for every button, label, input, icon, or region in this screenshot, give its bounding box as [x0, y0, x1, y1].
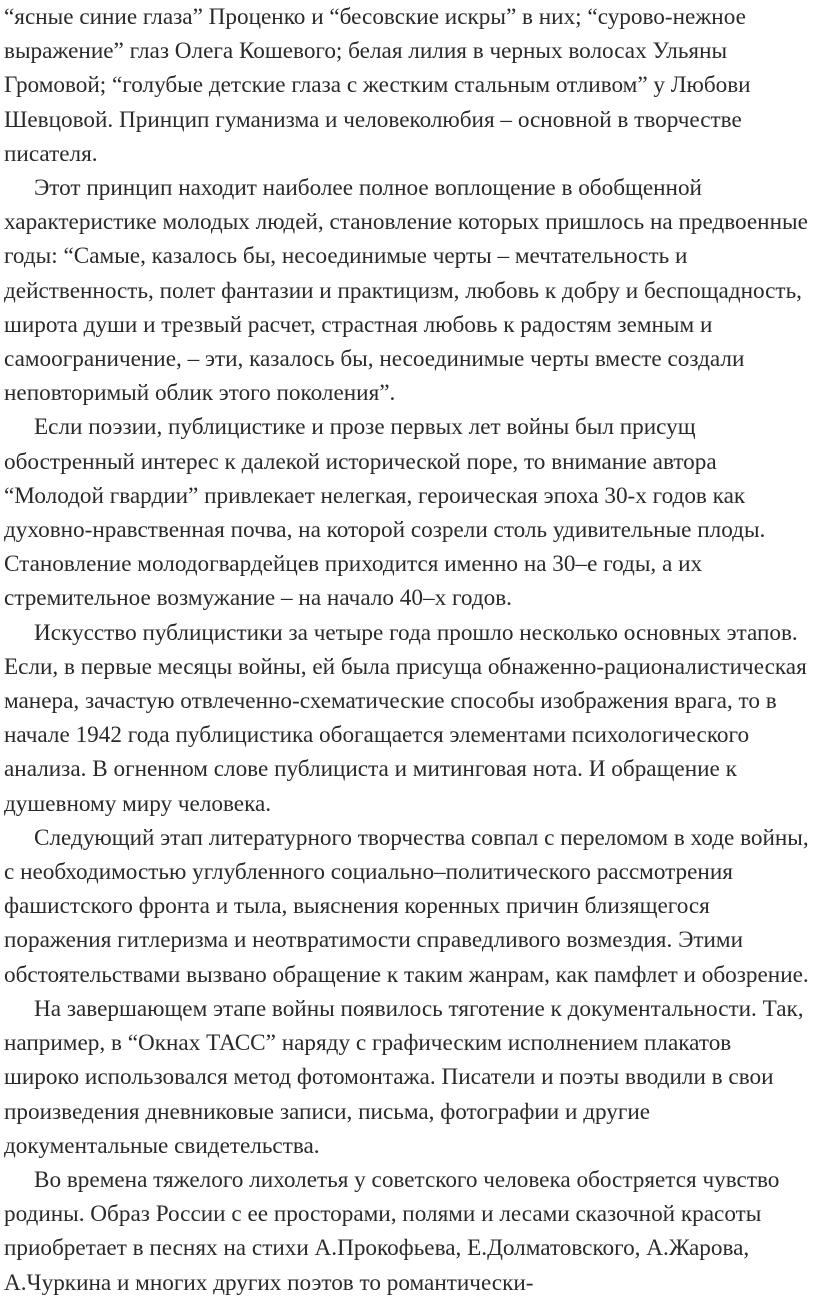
paragraph-1: “ясные синие глаза” Проценко и “бесовские искры” в них; “сурово-нежное выражение” глаз Олега Кошевого; белая лилия в черных волосах Ульяны Громовой; “голубые детские глаза с жестким стальным отливом” у Любови Шевцовой. Принцип гуманизма и человеколюбия – основной в творчестве писателя. — [4, 4, 751, 167]
paragraph-5: Следующий этап литературного творчества совпал с переломом в ходе войны, с необходимостью углубленного социально–политического рассмотрения фашистского фронта и тыла, выяснения коренных причин близящегося поражения гитлеризма и неотвратимости справедливого возмездия. Этими обстоятельствами вызвано обращение к таким жанрам, как памфлет и обозрение. — [4, 824, 809, 988]
paragraph-4: Искусство публицистики за четыре года прошло несколько основных этапов. Если, в первые месяцы войны, ей была присуща обнаженно-рационалистическая манера, зачастую отвлеченно-схематические способы изображения врага, то в начале 1942 года публицистика обогащается элементами психологического анализа. В огненном слове публициста и митинговая нота. И обращение к душевному миру человека. — [4, 619, 807, 817]
paragraph-6: На завершающем этапе войны появилось тяготение к документальности. Так, например, в “Окнах ТАСС” наряду с графическим исполнением плакатов широко использовался метод фотомонтажа. Писатели и поэты вводили в свои произведения дневниковые записи, письма, фотографии и другие документальные свидетельства. — [4, 995, 804, 1159]
paragraph-7: Во времена тяжелого лихолетья у советского человека обостряется чувство родины. Образ России с ее просторами, полями и лесами сказочной красоты приобретает в песнях на стихи А.Прокофьева, Е.Долматовского, А.Жарова, А.Чуркина и многих других поэтов то романтически- — [4, 1166, 780, 1296]
paragraph-3: Если поэзии, публицистике и прозе первых лет войны был присущ обостренный интерес к далекой исторической поре, то внимание автора “Молодой гвардии” привлекает нелегкая, героическая эпоха 30-х годов как духовно-нравственная почва, на которой созрели столь удивительные плоды. Становление молодогвардейцев приходится именно на 30–е годы, а их стремительное возмужание – на начало 40–х годов. — [4, 414, 766, 612]
paragraph-2: Этот принцип находит наиболее полное воплощение в обобщенной характеристике молодых людей, становление которых пришлось на предвоенные годы: “Самые, казалось бы, несоединимые черты – мечтательность и действенность, полет фантазии и практицизм, любовь к добру и беспощадность, широта души и трезвый расчет, страстная любовь к радостям земным и самоограничение, – эти, казалось бы, несоединимые черты вместе создали неповторимый облик этого поколения”. — [4, 175, 808, 407]
